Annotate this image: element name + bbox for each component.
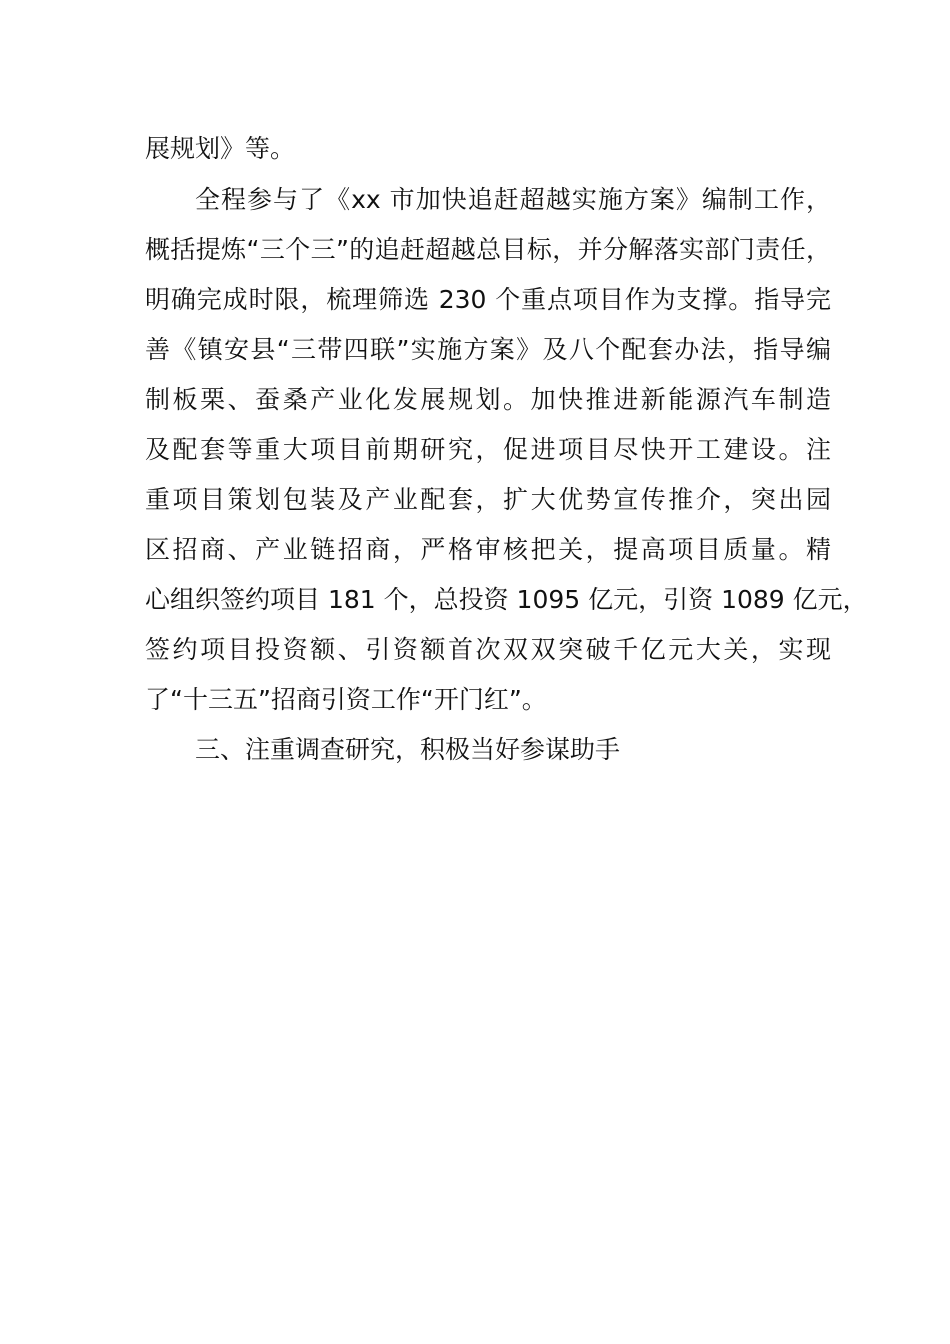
paragraph-line: 展规划》等。 [145, 134, 296, 163]
paragraph-line: 区招商、产业链招商，严格审核把关，提高项目质量。精 [145, 535, 831, 564]
paragraph-line: 及配套等重大项目前期研究，促进项目尽快开工建设。注 [145, 435, 831, 464]
paragraph-line: 制板栗、蚕桑产业化发展规划。加快推进新能源汽车制造 [145, 385, 831, 414]
paragraph-line: 善《镇安县“三带四联”实施方案》及八个配套办法，指导编 [145, 335, 831, 364]
paragraph-line: 心组织签约项目 181 个，总投资 1095 亿元，引资 1089 亿元， [145, 585, 868, 614]
paragraph-line: 明确完成时限，梳理筛选 230 个重点项目作为支撑。指导完 [145, 285, 831, 314]
paragraph-line: 概括提炼“三个三”的追赶超越总目标，并分解落实部门责任， [145, 235, 831, 264]
paragraph-line: 重项目策划包装及产业配套，扩大优势宣传推介，突出园 [145, 485, 831, 514]
section-heading: 三、注重调查研究，积极当好参谋助手 [195, 735, 621, 764]
paragraph-line: 了“十三五”招商引资工作“开门红”。 [145, 685, 547, 714]
paragraph-line: 全程参与了《xx 市加快追赶超越实施方案》编制工作， [195, 185, 831, 214]
paragraph-line: 签约项目投资额、引资额首次双双突破千亿元大关，实现 [145, 635, 831, 664]
